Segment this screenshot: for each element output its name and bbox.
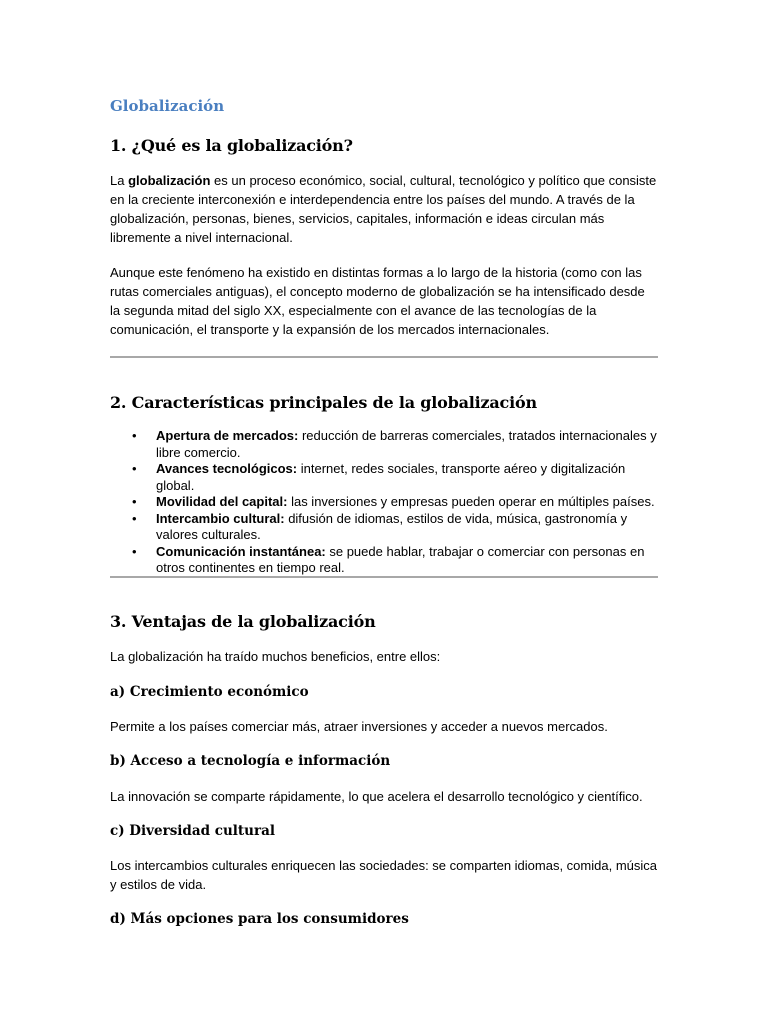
list-item-term: Comunicación instantánea: xyxy=(156,543,326,559)
bullet-icon: • xyxy=(132,543,137,559)
subsection-a-heading: a) Crecimiento económico xyxy=(110,684,309,700)
document-title: Globalización xyxy=(110,97,225,115)
paragraph-text: La xyxy=(110,173,129,188)
characteristics-list xyxy=(110,428,658,577)
section-1-paragraph-2: Aunque este fenómeno ha existido en distintas formas a lo largo de la historia (como con las rutas comerciales antiguas), el concepto moderno de globalización se ha intensificado desde la segunda mitad del siglo XX, especialmente con el avance de las tecnologías de la comunicación, el transporte y la expansión de los mercados internacionales. xyxy=(110,265,645,337)
list-item xyxy=(110,428,658,461)
section-3-heading: 3. Ventajas de la globalización xyxy=(110,612,376,631)
list-item-term: Movilidad del capital: xyxy=(156,494,288,509)
list-item xyxy=(110,461,658,494)
section-3-intro: La globalización ha traído muchos beneficios, entre ellos: xyxy=(110,649,441,664)
section-divider xyxy=(110,356,658,358)
bullet-icon: • xyxy=(132,510,137,526)
bullet-icon: • xyxy=(132,461,137,476)
subsection-b-heading: b) Acceso a tecnología e información xyxy=(110,753,391,769)
list-item-term: Intercambio cultural: xyxy=(156,510,285,526)
section-2-heading: 2. Características principales de la globalización xyxy=(110,393,537,412)
list-item-text: se puede hablar, trabajar o comerciar con personas en otros continentes en tiempo real. xyxy=(156,543,645,575)
list-item-text: difusión de idiomas, estilos de vida, música, gastronomía y valores culturales. xyxy=(156,510,628,542)
list-item xyxy=(110,494,658,511)
bullet-icon: • xyxy=(132,494,137,509)
subsection-c-heading: c) Diversidad cultural xyxy=(110,823,275,839)
bullet-icon: • xyxy=(132,428,137,443)
list-item xyxy=(110,511,658,544)
list-item-text: internet, redes sociales, transporte aéreo y digitalización global. xyxy=(156,461,626,493)
subsection-a-text: Permite a los países comerciar más, atraer inversiones y acceder a nuevos mercados. xyxy=(110,719,608,734)
subsection-d-heading: d) Más opciones para los consumidores xyxy=(110,911,409,927)
paragraph-text: es un proceso económico, social, cultural, tecnológico y político que consiste en la creciente interconexión e interdependencia entre los países del mundo. A través de la globalización, personas, bienes, servicios, capitales, información e ideas circulan más libremente a nivel internacional. xyxy=(110,173,657,245)
list-item-text: reducción de barreras comerciales, tratados internacionales y libre comercio. xyxy=(156,428,657,460)
subsection-b-text: La innovación se comparte rápidamente, lo que acelera el desarrollo tecnológico y científico. xyxy=(110,789,643,804)
section-1-heading: 1. ¿Qué es la globalización? xyxy=(110,136,353,155)
list-item-term: Avances tecnológicos: xyxy=(156,461,298,476)
section-1-paragraph-1 xyxy=(110,171,658,247)
subsection-c-text: Los intercambios culturales enriquecen las sociedades: se comparten idiomas, comida, música y estilos de vida. xyxy=(110,858,657,892)
list-item-text: las inversiones y empresas pueden operar en múltiples países. xyxy=(287,494,655,509)
section-divider xyxy=(110,576,658,578)
list-item xyxy=(110,544,658,577)
bold-term: globalización xyxy=(128,173,211,188)
list-item-term: Apertura de mercados: xyxy=(156,428,299,443)
